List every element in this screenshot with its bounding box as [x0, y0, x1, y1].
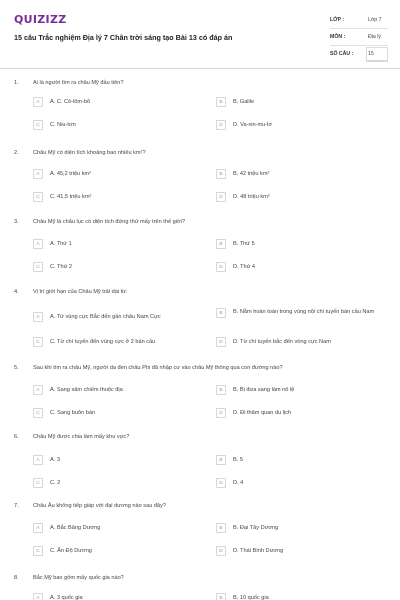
option-letter-box: C	[33, 337, 43, 347]
option-letter-box: D	[216, 408, 226, 418]
option-letter-box: D	[216, 546, 226, 556]
meta-value: Địa lý	[368, 34, 381, 40]
option-letter-box: A	[33, 385, 43, 395]
option-d[interactable]	[216, 546, 283, 556]
option-letter-box: A	[33, 169, 43, 179]
option-d[interactable]	[216, 408, 291, 418]
question-number: 1.	[14, 80, 19, 86]
option-letter-box: B	[216, 239, 226, 249]
option-text: C. Từ chí tuyến đến vùng cực ở 2 bán cầu	[50, 339, 156, 345]
option-letter-box: B	[216, 385, 226, 395]
question-text: Châu Mỹ được chia làm mấy khu vực?	[33, 434, 130, 440]
option-letter-box: A	[33, 523, 43, 533]
option-text: D. Từ chí tuyến bắc đến vòng cực Nam	[233, 339, 331, 345]
option-text: C. 2	[50, 480, 61, 486]
meta-row-count	[330, 46, 388, 63]
option-letter-box: D	[216, 478, 226, 488]
option-letter-box: D	[216, 192, 226, 202]
option-b[interactable]	[216, 97, 254, 107]
option-d[interactable]	[216, 478, 243, 488]
option-a[interactable]	[33, 239, 72, 249]
option-text: A. 3	[50, 457, 60, 463]
question-number: 5.	[14, 365, 19, 371]
option-b[interactable]	[216, 239, 255, 249]
option-text: C. Niu-tơn	[50, 122, 76, 128]
option-text: D. Thái Bình Dương	[233, 548, 284, 554]
option-c[interactable]	[33, 262, 72, 272]
meta-value: 15	[368, 51, 374, 57]
option-a[interactable]	[33, 312, 161, 322]
option-letter-box: A	[33, 593, 43, 600]
option-text: A. C. Cô-lôm-bô	[50, 99, 91, 105]
option-text: C. Thứ 2	[50, 264, 72, 270]
option-letter-box: D	[216, 120, 226, 130]
option-d[interactable]	[216, 120, 272, 130]
option-text: D. Đi thăm quan du lịch	[233, 410, 292, 416]
option-letter-box: A	[33, 312, 43, 322]
option-c[interactable]	[33, 192, 91, 202]
option-d[interactable]	[216, 192, 270, 202]
option-b[interactable]	[216, 593, 269, 600]
option-text: C. 41,5 triệu km²	[50, 194, 92, 200]
option-text: B. Nằm hoàn toàn trong vùng nội chí tuyến bán cầu Nam	[233, 309, 375, 316]
meta-label: SỐ CÂU :	[330, 51, 354, 57]
option-text: B. 5	[233, 457, 243, 463]
option-text: A. Bắc Băng Dương	[50, 525, 101, 531]
option-letter-box: C	[33, 408, 43, 418]
option-letter-box: B	[216, 97, 226, 107]
quizizz-logo[interactable]: QUIZIZZ	[14, 13, 67, 26]
option-a[interactable]	[33, 455, 60, 465]
question-number: 2.	[14, 150, 19, 156]
option-text: B. Thứ 5	[233, 241, 255, 247]
option-text: D. 4	[233, 480, 244, 486]
option-c[interactable]	[33, 337, 155, 347]
question-text: Sau khi tìm ra châu Mỹ, người da đen châu Phi đã nhập cư vào châu Mỹ thông qua con đường nào?	[33, 365, 283, 371]
option-text: B. Galile	[233, 99, 255, 105]
option-letter-box: B	[216, 455, 226, 465]
question-text: Vị trí giới hạn của Châu Mỹ trải dài từ:	[33, 289, 128, 295]
option-text: C. Sang buôn bán	[50, 410, 96, 416]
meta-value: Lớp 7	[368, 17, 382, 23]
option-letter-box: A	[33, 455, 43, 465]
option-a[interactable]	[33, 385, 123, 395]
option-text: A. Từ vùng cực Bắc đến gần châu Nam Cực	[50, 314, 161, 320]
option-b[interactable]	[216, 385, 294, 395]
option-text: D. Thứ 4	[233, 264, 255, 270]
option-letter-box: C	[33, 262, 43, 272]
option-d[interactable]	[216, 337, 331, 347]
option-c[interactable]	[33, 546, 92, 556]
option-text: B. 42 triệu km²	[233, 171, 270, 177]
option-text: A. Thứ 1	[50, 241, 72, 247]
option-letter-box: B	[216, 523, 226, 533]
question-number: 8.	[14, 575, 19, 581]
question-text: Bắc Mỹ bao gồm mấy quốc gia nào?	[33, 575, 124, 581]
option-letter-box: C	[33, 120, 43, 130]
worksheet-title: 15 câu Trắc nghiệm Địa lý 7 Chân trời sáng tạo Bài 13 có đáp án	[14, 33, 233, 42]
question-text: Ai là người tìm ra châu Mỹ đầu tiên?	[33, 80, 124, 86]
option-a[interactable]	[33, 523, 100, 533]
option-b[interactable]	[216, 169, 269, 179]
option-text: B. 10 quốc gia	[233, 595, 269, 600]
option-letter-box: C	[33, 192, 43, 202]
option-text: B. Đại Tây Dương	[233, 525, 279, 531]
option-text: A. 45,2 triệu km²	[50, 171, 92, 177]
option-b[interactable]	[216, 455, 243, 465]
meta-label: LỚP :	[330, 17, 345, 23]
option-letter-box: D	[216, 337, 226, 347]
option-text: D. 48 triệu km²	[233, 194, 270, 200]
option-letter-box: B	[216, 308, 226, 318]
option-text: C. Ấn Độ Dương	[50, 548, 92, 554]
option-b[interactable]	[216, 523, 278, 533]
question-text: Châu Âu không tiếp giáp với đại dương nào sau đây?	[33, 503, 166, 509]
question-number: 6.	[14, 434, 19, 440]
option-a[interactable]	[33, 593, 83, 600]
option-letter-box: A	[33, 97, 43, 107]
meta-row-subject	[330, 29, 388, 46]
question-number: 7.	[14, 503, 19, 509]
option-a[interactable]	[33, 169, 91, 179]
meta-row-class	[330, 12, 388, 29]
option-text: D. Va-xin-mu-lơ	[233, 122, 272, 128]
option-letter-box: C	[33, 478, 43, 488]
option-letter-box: C	[33, 546, 43, 556]
question-number: 3.	[14, 219, 19, 225]
question-text: Châu Mỹ có diện tích khoảng bao nhiêu km²?	[33, 150, 146, 156]
option-letter-box: B	[216, 169, 226, 179]
question-text: Châu Mỹ là châu lục có diện tích đứng thứ mấy trên thế giới?	[33, 219, 186, 225]
meta-label: MÔN :	[330, 34, 346, 40]
option-text: A. Sang xâm chiếm thuộc địa	[50, 387, 123, 393]
worksheet-meta	[330, 12, 388, 63]
question-number: 4.	[14, 289, 19, 295]
option-c[interactable]	[33, 478, 60, 488]
option-letter-box: A	[33, 239, 43, 249]
option-c[interactable]	[33, 408, 95, 418]
option-b[interactable]	[216, 308, 393, 318]
option-a[interactable]	[33, 97, 90, 107]
worksheet-header	[0, 0, 400, 68]
header-divider	[0, 68, 400, 69]
option-text: B. Bị đưa sang làm nô lệ	[233, 387, 295, 393]
option-letter-box: B	[216, 593, 226, 600]
option-letter-box: D	[216, 262, 226, 272]
option-d[interactable]	[216, 262, 255, 272]
option-text: A. 3 quốc gia	[50, 595, 83, 600]
option-c[interactable]	[33, 120, 76, 130]
